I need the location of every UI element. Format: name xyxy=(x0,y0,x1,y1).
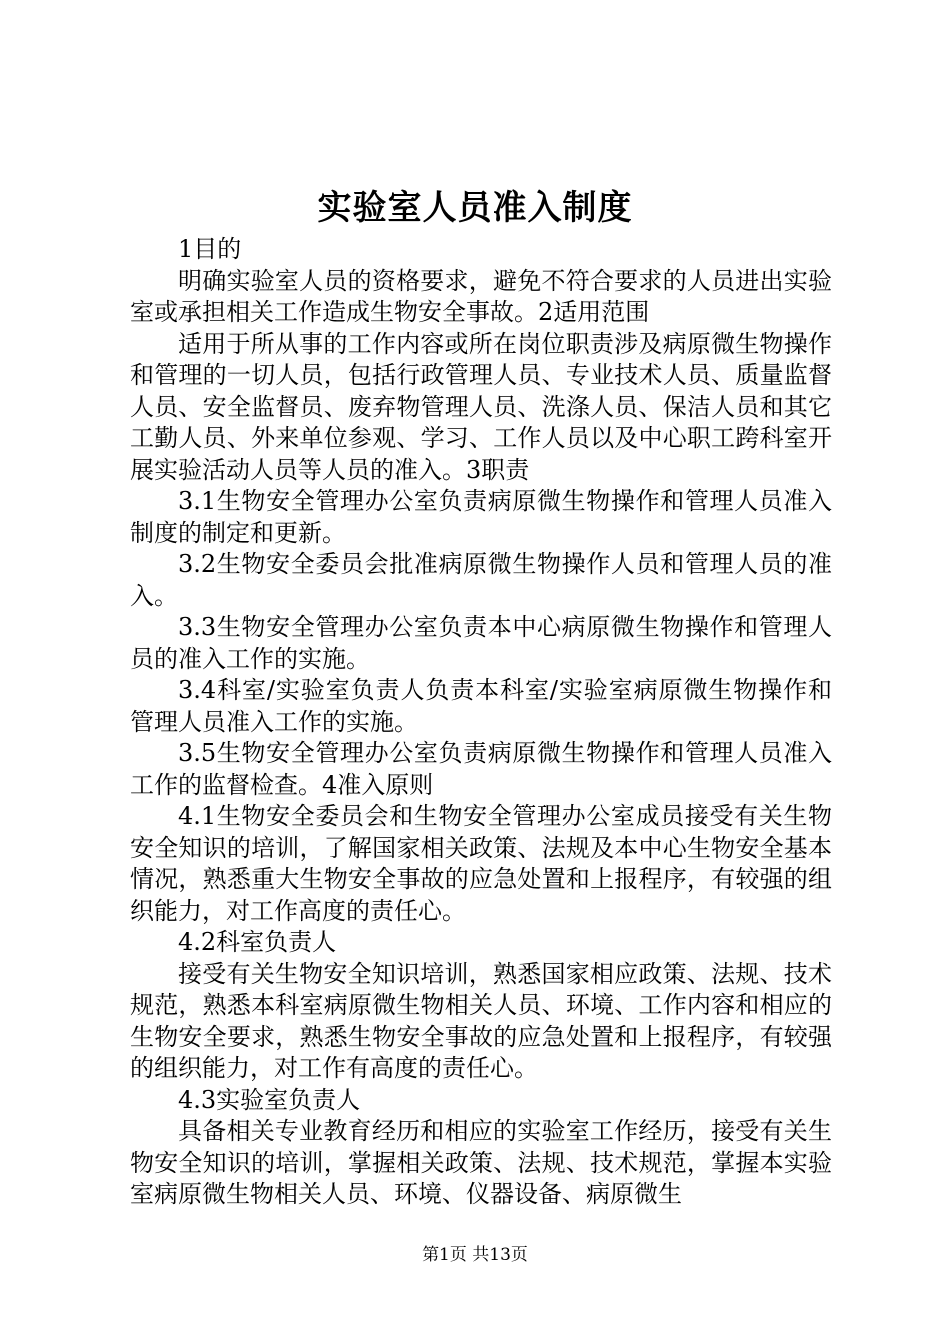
document-title: 实验室人员准入制度 xyxy=(317,188,633,228)
paragraph: 3.1生物安全管理办公室负责病原微生物操作和管理人员准入制度的制定和更新。 xyxy=(130,487,832,547)
paragraph: 适用于所从事的工作内容或所在岗位职责涉及病原微生物操作和管理的一切人员，包括行政管理人员、专业技术人员、质量监督人员、安全监督员、废弃物管理人员、洗涤人员、保洁人员和其它工勤人员、外来单位参观、学习、工作人员以及中心职工跨科室开展实验活动人员等人员的准入。3职责 xyxy=(130,329,832,484)
section-heading: 4.3实验室负责人 xyxy=(178,1085,361,1114)
paragraph: 接受有关生物安全知识培训，熟悉国家相应政策、法规、技术规范，熟悉本科室病原微生物相关人员、环境、工作内容和相应的生物安全要求，熟悉生物安全事故的应急处置和上报程序，有较强的组织能力，对工作有高度的责任心。 xyxy=(130,959,832,1082)
paragraph: 3.4科室/实验室负责人负责本科室/实验室病原微生物操作和管理人员准入工作的实施。 xyxy=(130,676,832,736)
paragraph: 3.5生物安全管理办公室负责病原微生物操作和管理人员准入工作的监督检查。4准入原则 xyxy=(130,739,832,799)
document-body xyxy=(130,234,832,1211)
section-heading: 1目的 xyxy=(178,235,242,263)
paragraph: 3.2生物安全委员会批准病原微生物操作人员和管理人员的准入。 xyxy=(130,550,832,610)
section-heading: 4.2科室负责人 xyxy=(178,928,337,956)
paragraph: 3.3生物安全管理办公室负责本中心病原微生物操作和管理人员的准入工作的实施。 xyxy=(130,613,832,673)
paragraph: 具备相关专业教育经历和相应的实验室工作经历，接受有关生物安全知识的培训，掌握相关政策、法规、技术规范，掌握本实验室病原微生物相关人员、环境、仪器设备、病原微生 xyxy=(130,1117,832,1208)
paragraph: 明确实验室人员的资格要求，避免不符合要求的人员进出实验室或承担相关工作造成生物安全事故。2适用范围 xyxy=(130,266,832,326)
paragraph: 4.1生物安全委员会和生物安全管理办公室成员接受有关生物安全知识的培训，了解国家相关政策、法规及本中心生物安全基本情况，熟悉重大生物安全事故的应急处置和上报程序，有较强的组织能力，对工作高度的责任心。 xyxy=(130,802,832,925)
page-number-footer: 第1页 共13页 xyxy=(422,1245,528,1265)
